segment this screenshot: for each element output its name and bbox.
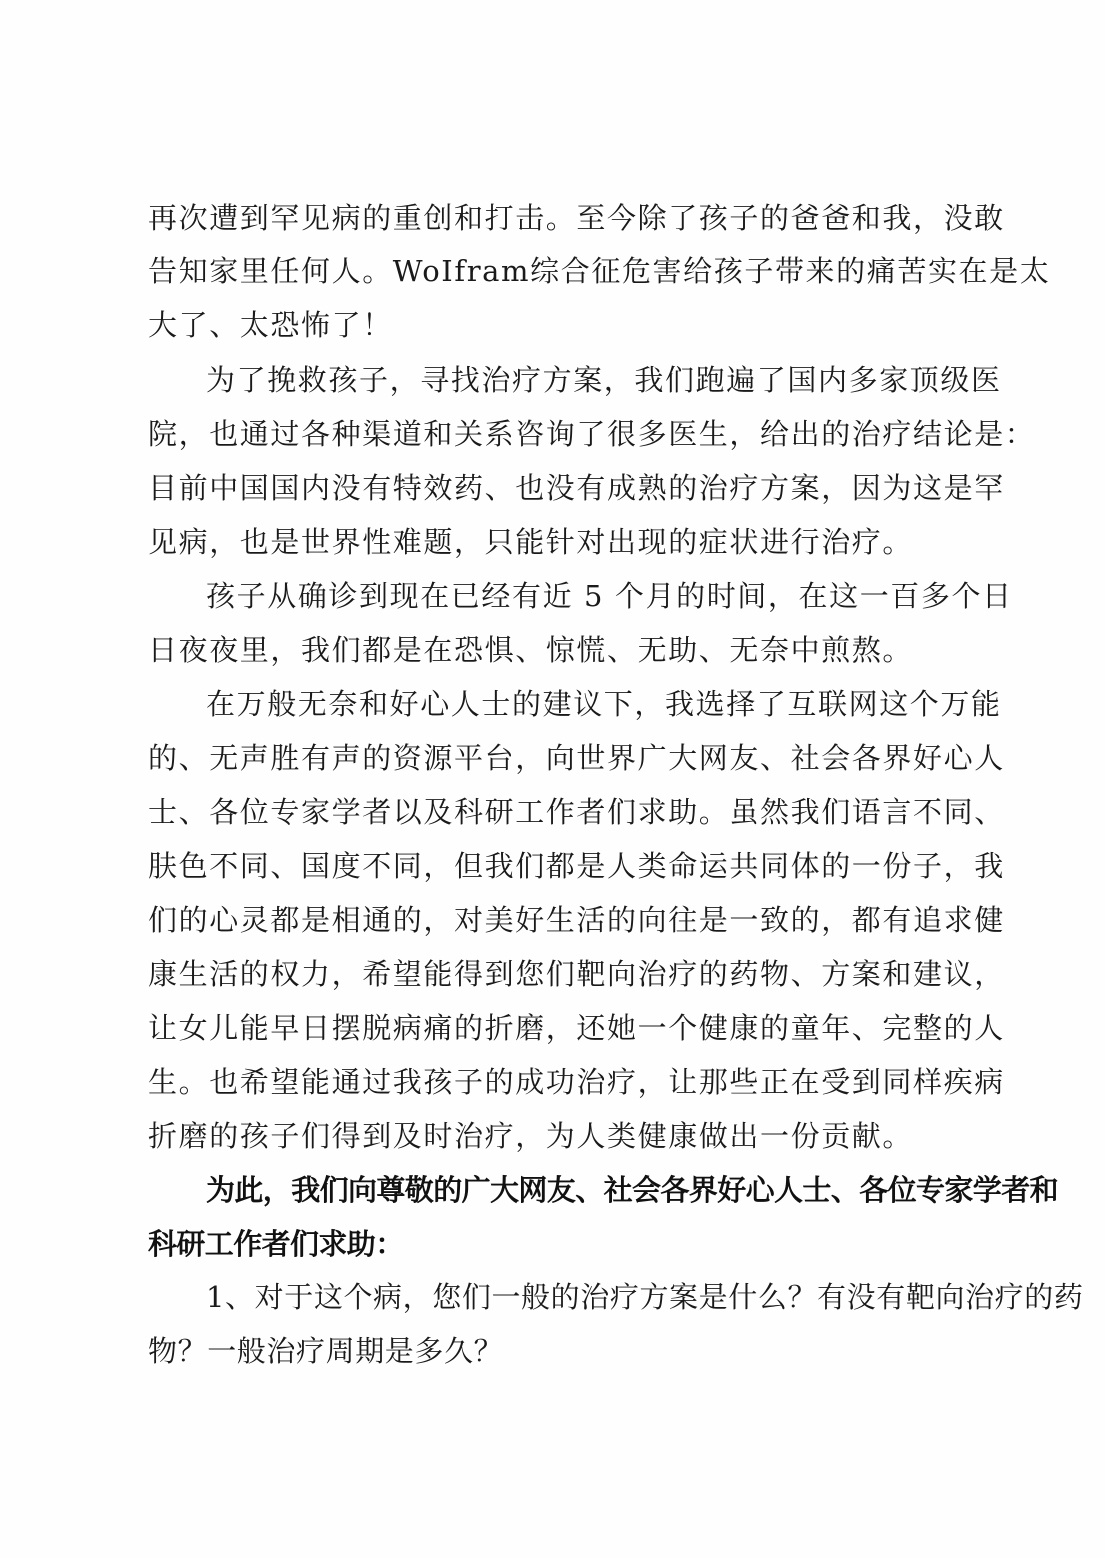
- text-line: 肤色不同、国度不同，但我们都是人类命运共同体的一份子，我: [148, 849, 1005, 883]
- text-line: 生。也希望能通过我孩子的成功治疗，让那些正在受到同样疾病: [148, 1065, 1005, 1099]
- text-line: 在万般无奈和好心人士的建议下，我选择了互联网这个万能: [206, 687, 1002, 721]
- text-line: 康生活的权力，希望能得到您们靶向治疗的药物、方案和建议，: [148, 957, 1005, 991]
- text-line: 再次遭到罕见病的重创和打击。至今除了孩子的爸爸和我，没敢: [148, 201, 1005, 235]
- text-line: 让女儿能早日摆脱病痛的折磨，还她一个健康的童年、完整的人: [148, 1011, 1005, 1045]
- text-line: 为了挽救孩子，寻找治疗方案，我们跑遍了国内多家顶级医: [206, 363, 1002, 397]
- text-line: 院，也通过各种渠道和关系咨询了很多医生，给出的治疗结论是：: [148, 417, 1036, 451]
- appeal-heading-line: 为此，我们向尊敬的广大网友、社会各界好心人士、各位专家学者和: [206, 1173, 1059, 1207]
- text-line: 告知家里任何人。WoIfram综合征危害给孩子带来的痛苦实在是太: [148, 254, 1051, 288]
- question-item-1: 1、对于这个病，您们一般的治疗方案是什么？有没有靶向治疗的药: [206, 1280, 1084, 1314]
- appeal-heading-line: 科研工作者们求助：: [148, 1227, 404, 1261]
- question-item-1-continued: 物？一般治疗周期是多久？: [148, 1334, 504, 1368]
- text-line: 日夜夜里，我们都是在恐惧、惊慌、无助、无奈中煎熬。: [148, 633, 914, 667]
- text-line: 折磨的孩子们得到及时治疗，为人类健康做出一份贡献。: [148, 1119, 914, 1153]
- text-line: 目前中国国内没有特效药、也没有成熟的治疗方案，因为这是罕: [148, 471, 1005, 505]
- text-line: 的、无声胜有声的资源平台，向世界广大网友、社会各界好心人: [148, 741, 1005, 775]
- text-line: 孩子从确诊到现在已经有近 5 个月的时间，在这一百多个日: [206, 579, 1013, 613]
- text-line: 见病，也是世界性难题，只能针对出现的症状进行治疗。: [148, 525, 914, 559]
- text-line: 大了、太恐怖了！: [148, 308, 393, 342]
- text-line: 士、各位专家学者以及科研工作者们求助。虽然我们语言不同、: [148, 795, 1005, 829]
- text-line: 们的心灵都是相通的，对美好生活的向往是一致的，都有追求健: [148, 903, 1005, 937]
